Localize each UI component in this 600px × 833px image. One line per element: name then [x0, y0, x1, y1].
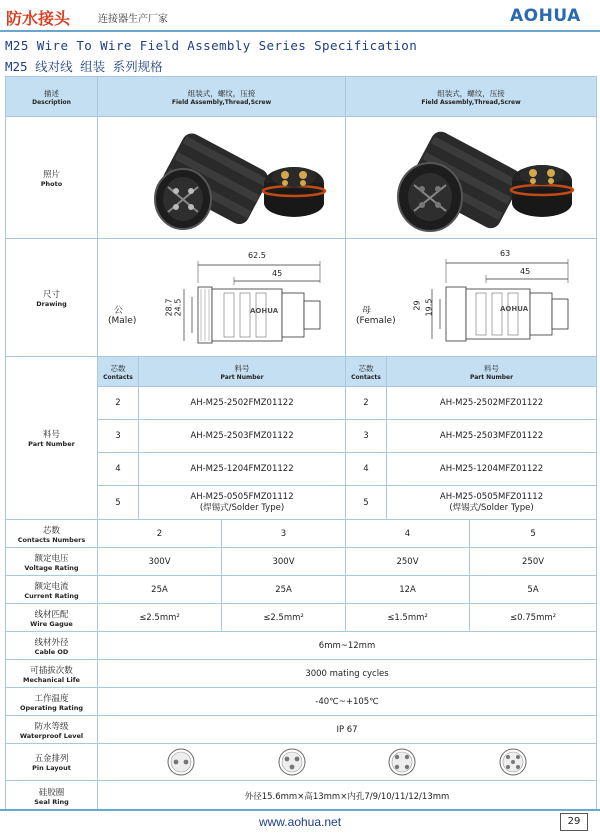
- female-pn-cell: AH-M25-1204MFZ01122: [387, 453, 597, 486]
- female-connector-photo: [346, 117, 596, 235]
- header-divider: [0, 30, 600, 32]
- spec-value: 25A: [222, 576, 346, 604]
- aohua-logo: [510, 6, 581, 26]
- female-pn-text: AH-M25-0505MFZ01112: [439, 491, 544, 502]
- spec-value: 12A: [346, 576, 470, 604]
- female-dim-d1: 29: [412, 299, 422, 311]
- female-label-cn: 母: [362, 305, 372, 316]
- spec-value: 3000 mating cycles: [98, 660, 597, 688]
- male-pn-hdr: 料号 Part Number: [139, 357, 346, 387]
- male-dim-body: 45: [272, 268, 283, 278]
- desc-label: 描述 Description: [6, 77, 98, 117]
- spec-value: IP 67: [98, 716, 597, 744]
- drawing-female: [346, 239, 597, 357]
- female-contacts-cell: 4: [346, 453, 387, 486]
- male-label-en: (Male): [108, 315, 137, 326]
- pin-layout-3-icon: [277, 747, 307, 777]
- female-dim-body: 45: [520, 266, 531, 276]
- spec-value: 4: [346, 520, 470, 548]
- female-dim-total: 63: [500, 248, 511, 258]
- spec-value: 2: [98, 520, 222, 548]
- female-pn-cell: AH-M25-2502MFZ01122: [387, 387, 597, 420]
- spec-label: 工作温度 Operating Rating: [6, 688, 98, 716]
- pin-layout-2-icon: [166, 747, 196, 777]
- spec-value: 25A: [98, 576, 222, 604]
- photo-label: 照片 Photo: [6, 117, 98, 239]
- male-dim-d2: 24.5: [173, 298, 183, 316]
- desc-right: 组装式，螺纹，压接 Field Assembly,Thread,Screw: [346, 77, 597, 117]
- spec-label: 五金排列 Pin Layout: [6, 744, 98, 781]
- spec-value: -40℃~+105℃: [98, 688, 597, 716]
- spec-value: 300V: [98, 548, 222, 576]
- spec-value: 5A: [470, 576, 597, 604]
- spec-value: 6mm~12mm: [98, 632, 597, 660]
- male-pn-cell: [139, 486, 346, 520]
- spec-value: ≤0.75mm²: [470, 604, 597, 632]
- spec-row-contacts: [6, 520, 597, 548]
- spec-value: ≤1.5mm²: [346, 604, 470, 632]
- spec-row-mech-life: [6, 660, 597, 688]
- spec-value: 5: [470, 520, 597, 548]
- page-title-en: M25 Wire To Wire Field Assembly Series Specification: [5, 38, 418, 53]
- desc-left: 组装式，螺纹，压接 Field Assembly,Thread,Screw: [98, 77, 346, 117]
- spec-label: 额定电流 Current Rating: [6, 576, 98, 604]
- male-pn-note: (焊锡式/Solder Type): [199, 502, 285, 513]
- male-contacts-hdr: 芯数 Contacts: [98, 357, 139, 387]
- footer-divider: [0, 809, 600, 811]
- drawing-male: [98, 239, 346, 357]
- spec-label: 线材外径 Cable OD: [6, 632, 98, 660]
- drawing-label: 尺寸 Drawing: [6, 239, 98, 357]
- spec-row-seal: [6, 781, 597, 811]
- spec-label: 可插拔次数 Mechanical Life: [6, 660, 98, 688]
- spec-row-waterproof: [6, 716, 597, 744]
- male-pn-text: AH-M25-0505FMZ01112: [190, 491, 294, 502]
- row-drawing: [6, 239, 597, 357]
- spec-label: 额定电压 Voltage Rating: [6, 548, 98, 576]
- female-pn-cell: AH-M25-2503MFZ01122: [387, 420, 597, 453]
- male-contacts-cell: 4: [98, 453, 139, 486]
- male-dim-d1: 28.7: [164, 298, 174, 316]
- spec-row-pin-layout: [6, 744, 597, 781]
- male-drawing-logo: AOHUA: [250, 306, 279, 315]
- spec-value: 300V: [222, 548, 346, 576]
- pn-label: 料号 Part Number: [6, 357, 98, 520]
- female-label: [356, 303, 396, 326]
- female-contacts-cell: 2: [346, 387, 387, 420]
- photo-female: [346, 117, 597, 239]
- spec-label: 芯数 Contacts Numbers: [6, 520, 98, 548]
- spec-row-temp: [6, 688, 597, 716]
- male-pn-cell: AH-M25-1204FMZ01122: [139, 453, 346, 486]
- male-contacts-cell: 2: [98, 387, 139, 420]
- male-pn-cell: AH-M25-2503FMZ01122: [139, 420, 346, 453]
- female-drawing: [346, 241, 596, 355]
- spec-table: [5, 76, 597, 811]
- male-label: [108, 303, 136, 326]
- female-contacts-cell: 5: [346, 486, 387, 520]
- spec-row-cable-od: [6, 632, 597, 660]
- row-description: [6, 77, 597, 117]
- spec-label: 线材匹配 Wire Gague: [6, 604, 98, 632]
- female-pn-cell: [387, 486, 597, 520]
- male-contacts-cell: 5: [98, 486, 139, 520]
- brand-subtitle: 连接器生产厂家: [98, 14, 168, 25]
- male-label-cn: 公: [114, 305, 124, 316]
- spec-value: 外径15.6mm×高13mm×内孔7/9/10/11/12/13mm: [98, 781, 597, 811]
- footer-url[interactable]: www.aohua.net: [258, 815, 342, 829]
- page-title-cn: M25 线对线 组装 系列规格: [5, 59, 163, 74]
- spec-row-wire: [6, 604, 597, 632]
- spec-value: 250V: [470, 548, 597, 576]
- row-photo: [6, 117, 597, 239]
- spec-value: 250V: [346, 548, 470, 576]
- female-pn-note: (焊锡式/Solder Type): [449, 502, 534, 513]
- logo-text: AOHUA: [510, 6, 581, 26]
- female-dim-d2: 19.5: [424, 298, 434, 316]
- female-contacts-hdr: 芯数 Contacts: [346, 357, 387, 387]
- brand-title: 防水接头: [6, 9, 71, 28]
- row-pn-header: [6, 357, 597, 387]
- male-dim-total: 62.5: [248, 250, 266, 260]
- male-contacts-cell: 3: [98, 420, 139, 453]
- female-drawing-logo: AOHUA: [500, 304, 529, 313]
- photo-male: [98, 117, 346, 239]
- spec-row-voltage: [6, 548, 597, 576]
- spec-label: 硅胶圈 Seal Ring: [6, 781, 98, 811]
- female-contacts-cell: 3: [346, 420, 387, 453]
- spec-value: ≤2.5mm²: [98, 604, 222, 632]
- pin-layout-5-icon: [498, 747, 528, 777]
- spec-value: ≤2.5mm²: [222, 604, 346, 632]
- male-pn-cell: AH-M25-2502FMZ01122: [139, 387, 346, 420]
- spec-label: 防水等级 Waterproof Level: [6, 716, 98, 744]
- male-drawing: [98, 241, 346, 355]
- female-pn-hdr: 料号 Part Number: [387, 357, 597, 387]
- page-number: 29: [560, 813, 588, 831]
- male-connector-photo: [98, 117, 346, 235]
- female-label-en: (Female): [356, 315, 396, 326]
- pin-layout-cell: [98, 744, 597, 781]
- spec-row-current: [6, 576, 597, 604]
- spec-value: 3: [222, 520, 346, 548]
- pin-layout-4-icon: [387, 747, 417, 777]
